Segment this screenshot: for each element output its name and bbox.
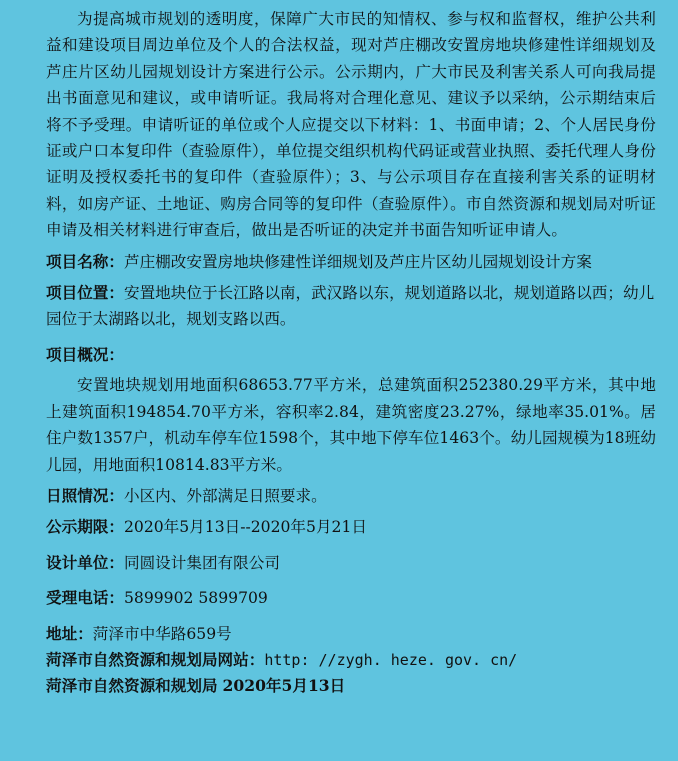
phone-value: 5899902 5899709 [123, 589, 268, 608]
project-location-value: 安置地块位于长江路以南，武汉路以东，规划道路以北，规划道路以西；幼儿园位于太湖路以北，规划支路以西。 [46, 284, 655, 329]
project-name-value: 芦庄棚改安置房地块修建性详细规划及芦庄片区幼儿园规划设计方案 [123, 252, 592, 271]
signature-row [46, 673, 656, 699]
address-value: 菏泽市中华路659号 [92, 624, 232, 643]
website-row [46, 647, 656, 673]
phone-row [46, 585, 656, 611]
overview-label: 项目概况： [46, 344, 124, 364]
project-location-label: 项目位置： [46, 283, 124, 303]
period-row [46, 514, 656, 540]
period-value: 2020年5月13日--2020年5月21日 [123, 518, 367, 537]
phone-label: 受理电话： [46, 588, 124, 608]
address-label: 地址： [46, 623, 93, 643]
designer-value: 同圆设计集团有限公司 [123, 553, 280, 572]
project-name-row [46, 249, 656, 275]
sunlight-row [46, 483, 656, 509]
designer-row [46, 550, 656, 576]
intro-paragraph: 为提高城市规划的透明度，保障广大市民的知情权、参与权和监督权，维护公共利益和建设项目周边单位及个人的合法权益，现对芦庄棚改安置房地块修建性详细规划及芦庄片区幼儿园规划设计方案进行公示。公示期内，广大市民及利害关系人可向我局提出书面意见和建议，或申请听证。我局将对合理化意见、建议予以采纳，公示期结束后将不予受理。申请听证的单位或个人应提交以下材料：1、书面申请；2、个人居民身份证或户口本复印件（查验原件），单位提交组织机构代码证或营业执照、委托代理人身份证明及授权委托书的复印件（查验原件）；3、与公示项目存在直接利害关系的证明材料，如房产证、土地证、购房合同等的复印件（查验原件）。市自然资源和规划局对听证申请及相关材料进行审查后，做出是否听证的决定并书面告知听证申请人。 [46, 10, 656, 240]
signature-date: 2020年5月13日 [222, 675, 346, 695]
overview-body: 安置地块规划用地面积68653.77平方米，总建筑面积252380.29平方米，其中地上建筑面积194854.70平方米，容积率2.84，建筑密度23.27%，绿地率35.01%。居住户数1357户，机动车停车位1598个，其中地下停车位1463个。幼儿园规模为18班幼儿园，用地面积10814.83平方米。 [46, 376, 656, 474]
signature-org: 菏泽市自然资源和规划局 [46, 675, 218, 695]
website-label: 菏泽市自然资源和规划局网站： [46, 649, 265, 669]
overview-heading [46, 342, 656, 368]
sunlight-value: 小区内、外部满足日照要求。 [123, 486, 327, 505]
period-label: 公示期限： [46, 517, 124, 537]
sunlight-label: 日照情况： [46, 485, 124, 505]
website-link[interactable]: http: //zygh. heze. gov. cn/ [264, 650, 518, 669]
project-location-row [46, 280, 656, 333]
project-name-label: 项目名称： [46, 251, 124, 271]
address-row [46, 621, 656, 647]
designer-label: 设计单位： [46, 552, 124, 572]
